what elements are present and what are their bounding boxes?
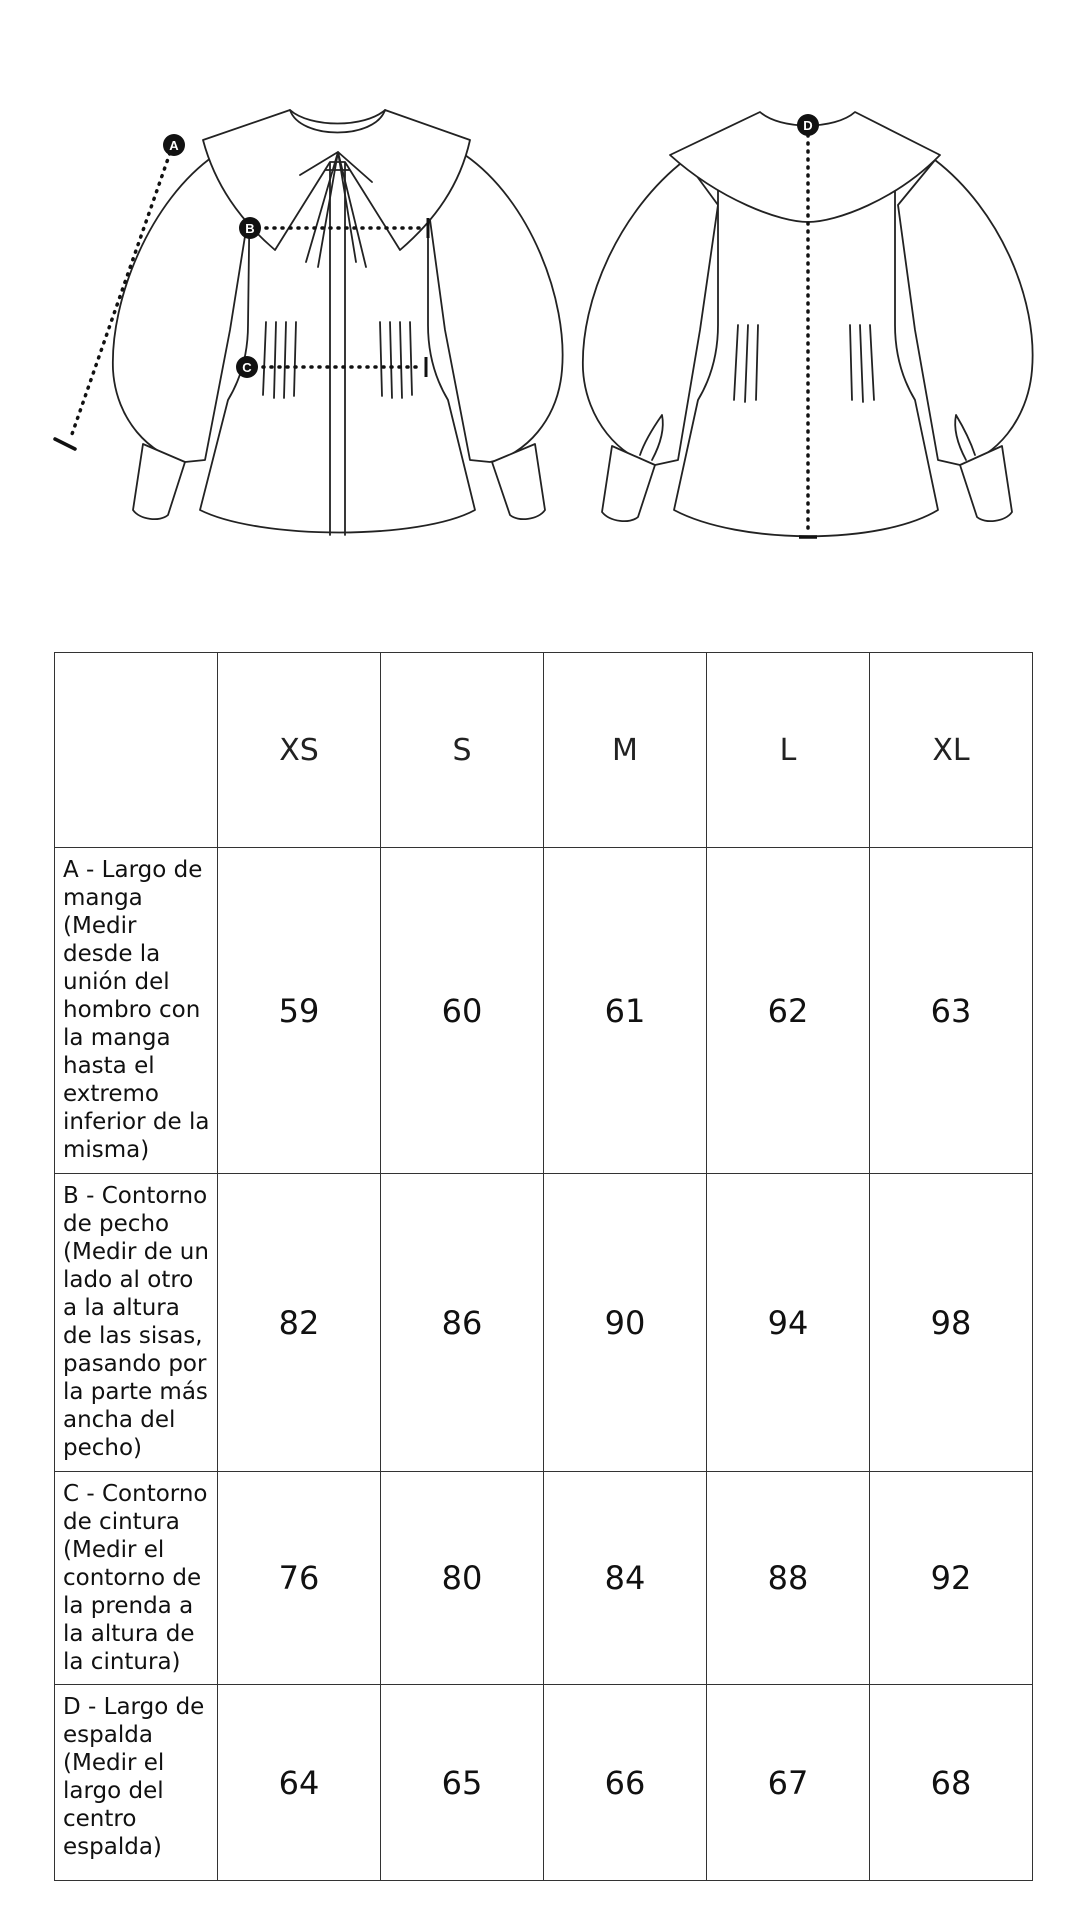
- table-row: [55, 1174, 1033, 1472]
- cell-value: 80: [381, 1472, 544, 1685]
- table-row: [55, 1472, 1033, 1685]
- marker-c: C: [242, 360, 252, 375]
- cell-value: 63: [870, 848, 1033, 1174]
- cell-value: 90: [544, 1174, 707, 1472]
- garment-illustration: [0, 0, 1080, 560]
- cell-value: 61: [544, 848, 707, 1174]
- cell-value: 98: [870, 1174, 1033, 1472]
- size-header-s: S: [381, 653, 544, 848]
- row-label-waist: C - Contorno de cintura (Medir el contorno de la prenda a la altura de la cintura): [55, 1472, 218, 1685]
- cell-value: 66: [544, 1685, 707, 1881]
- marker-a: A: [169, 138, 179, 153]
- cell-value: 86: [381, 1174, 544, 1472]
- table-header-row: [55, 653, 1033, 848]
- cell-value: 82: [218, 1174, 381, 1472]
- table-corner-cell: [55, 653, 218, 848]
- size-header-l: L: [707, 653, 870, 848]
- cell-value: 62: [707, 848, 870, 1174]
- size-header-xs: XS: [218, 653, 381, 848]
- cell-value: 59: [218, 848, 381, 1174]
- front-view-drawing: [113, 110, 563, 535]
- marker-d: D: [803, 118, 813, 133]
- table-row: [55, 848, 1033, 1174]
- cell-value: 94: [707, 1174, 870, 1472]
- size-header-xl: XL: [870, 653, 1033, 848]
- row-label-sleeve-length: A - Largo de manga (Medir desde la unión del hombro con la manga hasta el extremo inferior de la misma): [55, 848, 218, 1174]
- cell-value: 68: [870, 1685, 1033, 1881]
- table-row: [55, 1685, 1033, 1881]
- row-label-back-length: D - Largo de espalda (Medir el largo del centro espalda): [55, 1685, 218, 1881]
- cell-value: 64: [218, 1685, 381, 1881]
- marker-b: B: [245, 221, 255, 236]
- cell-value: 92: [870, 1472, 1033, 1685]
- row-label-chest: B - Contorno de pecho (Medir de un lado al otro a la altura de las sisas, pasando por la parte más ancha del pecho): [55, 1174, 218, 1472]
- cell-value: 60: [381, 848, 544, 1174]
- cell-value: 88: [707, 1472, 870, 1685]
- size-table: [54, 652, 1033, 1881]
- cell-value: 76: [218, 1472, 381, 1685]
- cell-value: 84: [544, 1472, 707, 1685]
- cell-value: 65: [381, 1685, 544, 1881]
- cell-value: 67: [707, 1685, 870, 1881]
- size-header-m: M: [544, 653, 707, 848]
